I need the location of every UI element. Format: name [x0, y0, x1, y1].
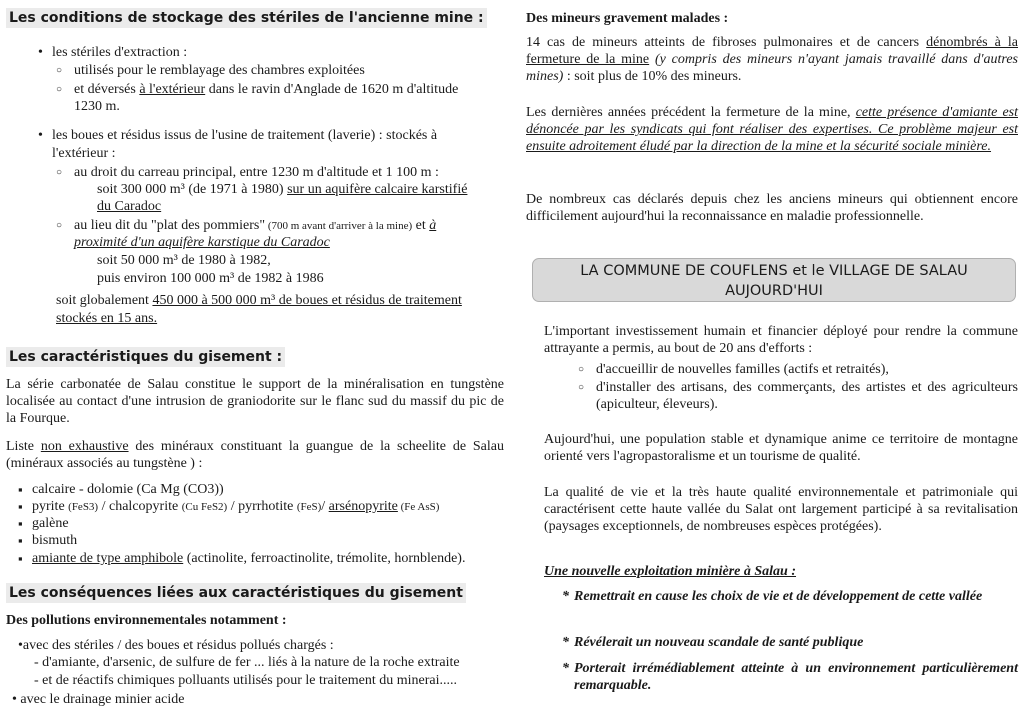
paragraph: Aujourd'hui, une population stable et dynamique anime ce territoire de montagne orienté vers l'agropastoralisme et un tourisme de qualité. — [544, 432, 1018, 464]
list-item: ▪ bismuth — [32, 532, 77, 549]
heading-consequences: Les conséquences liées aux caractéristiques du gisement — [6, 583, 466, 603]
list-item: • avec le drainage minier acide — [12, 692, 185, 707]
list-item: * Porterait irrémédiablement atteinte à un environnement particulièrement remarquable. — [574, 660, 1018, 694]
list-item: ○ utilisés pour le remblayage des chambres exploitées — [74, 62, 365, 79]
text-line: proximité d'un aquifère karstique du Caradoc — [74, 235, 330, 250]
list-item: ▪ galène — [32, 515, 69, 532]
text-line: soit 300 000 m³ (de 1971 à 1980) sur un aquifère calcaire karstifié — [97, 182, 468, 197]
list-item: • les stériles d'extraction : — [52, 44, 187, 61]
list-item: ○ au lieu dit du "plat des pommiers" (700 m avant d'arriver à la mine) et à — [74, 217, 436, 235]
box-title-line: AUJOURD'HUI — [725, 283, 823, 299]
list-item: * Révélerait un nouveau scandale de santé publique — [574, 634, 863, 651]
text-line: puis environ 100 000 m³ de 1982 à 1986 — [97, 271, 324, 286]
paragraph: La série carbonatée de Salau constitue le support de la minéralisation en tungstène localisée au contact d'une intrusion de graniodorite sur le flanc sud du massif du pic de la Fourque. — [6, 377, 504, 426]
paragraph: Liste non exhaustive des minéraux constituant la guangue de la scheelite de Salau (minéraux associés au tungstène ) : — [6, 439, 504, 471]
text-line: - d'amiante, d'arsenic, de sulfure de fer ... liés à la nature de la roche extraite — [34, 655, 460, 670]
heading-stockage: Les conditions de stockage des stériles de l'ancienne mine : — [6, 8, 487, 28]
list-item: •avec des stériles / des boues et résidus pollués chargés : — [18, 638, 334, 653]
text-line: soit globalement 450 000 à 500 000 m³ de boues et résidus de traitement — [56, 293, 462, 308]
heading-gisement: Les caractéristiques du gisement : — [6, 347, 285, 367]
text-line: 1230 m. — [74, 99, 120, 114]
commune-title-box — [532, 258, 1016, 302]
heading-nouvelle-exploitation: Une nouvelle exploitation minière à Salau : — [544, 564, 797, 579]
paragraph: L'important investissement humain et financier déployé pour rendre la commune attrayante a permis, au bout de 20 ans d'efforts : — [544, 324, 1018, 356]
text-line: du Caradoc — [97, 199, 162, 214]
box-title-line: LA COMMUNE DE COUFLENS et le VILLAGE DE SALAU — [580, 263, 968, 279]
text-line: stockés en 15 ans. — [56, 311, 158, 326]
list-item: ○ et déversés à l'extérieur dans le ravin d'Anglade de 1620 m d'altitude — [74, 81, 458, 98]
list-item: ○ d'accueillir de nouvelles familles (actifs et retraités), — [596, 361, 889, 378]
paragraph: Les dernières années précédent la fermeture de la mine, cette présence d'amiante est dénoncée par les syndicats qui font réaliser des expertises. Ce problème majeur est ensuite adroitement éludé par la direction de la mine et la sécurité sociale minière. — [526, 105, 1018, 154]
paragraph: De nombreux cas déclarés depuis chez les anciens mineurs qui obtiennent encore difficilement aujourd'hui la reconnaissance en maladie professionnelle. — [526, 192, 1018, 224]
text-line: - et de réactifs chimiques polluants utilisés pour le traitement du minerai..... — [34, 673, 457, 688]
list-item: ▪ calcaire - dolomie (Ca Mg (CO3)) — [32, 481, 224, 498]
heading-mineurs: Des mineurs gravement malades : — [526, 11, 729, 26]
paragraph: La qualité de vie et la très haute qualité environnementale et patrimoniale qui caractérisent cette haute vallée du Salat ont largement participé à sa revitalisation (paysages exceptionnels, de nombreuses espèces protégées). — [544, 485, 1018, 534]
text-line: soit 50 000 m³ de 1980 à 1982, — [97, 253, 271, 268]
list-item: ○ d'installer des artisans, des commerçants, des artistes et des agriculteurs (apiculteur, éleveurs). — [596, 379, 1018, 413]
list-item: • les boues et résidus issus de l'usine de traitement (laverie) : stockés à — [52, 127, 437, 144]
text-line: l'extérieur : — [52, 146, 116, 161]
paragraph: 14 cas de mineurs atteints de fibroses pulmonaires et de cancers dénombrés à la fermeture de la mine (y compris des mineurs n'ayant jamais travaillé dans d'autres mines) : soit plus de 10% des mineurs. — [526, 35, 1019, 84]
list-item: * Remettrait en cause les choix de vie et de développement de cette vallée — [574, 588, 1018, 605]
list-item: ▪ pyrite (FeS3) / chalcopyrite (Cu FeS2) / pyrrhotite (FeS)/ arsénopyrite (Fe AsS) — [32, 498, 439, 516]
list-item: ○ au droit du carreau principal, entre 1230 m d'altitude et 1 100 m : — [74, 164, 439, 181]
subheading: Des pollutions environnementales notamment : — [6, 613, 287, 628]
list-item: ▪ amiante de type amphibole (actinolite, ferroactinolite, trémolite, hornblende). — [32, 550, 465, 567]
